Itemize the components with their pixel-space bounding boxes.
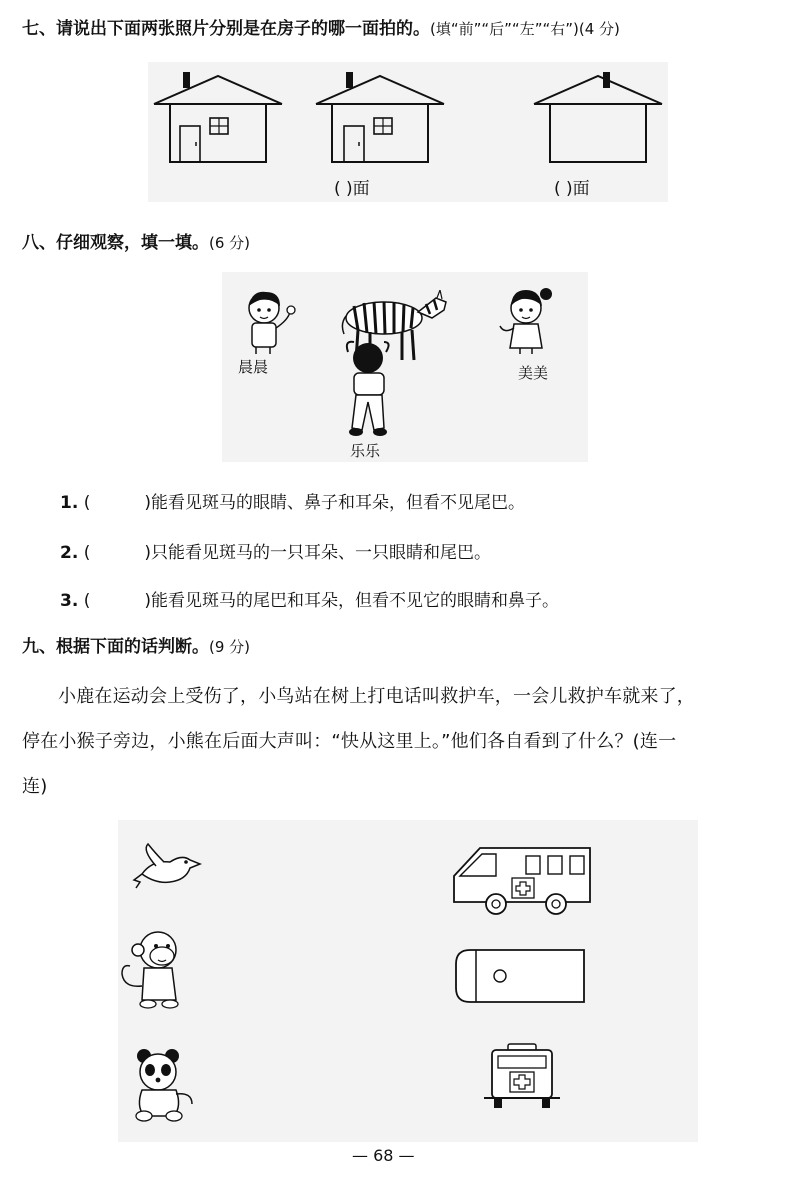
section9-title xyxy=(22,632,250,657)
question-1-text: 能看见斑马的眼睛、鼻子和耳朵，但看不见尾巴。 xyxy=(151,493,526,513)
house-front-icon xyxy=(150,66,286,176)
story-line-3: 连) xyxy=(22,776,48,797)
meimei-label: 美美 xyxy=(518,364,549,382)
question-3-blank[interactable]: ( ) xyxy=(83,591,152,611)
section7-note: (填“前”“后”“左”“右”)(4 分) xyxy=(430,20,620,38)
chenchen-boy-icon xyxy=(236,286,300,356)
ambulance-top-icon[interactable] xyxy=(452,946,588,1006)
question-1 xyxy=(60,488,525,513)
matching-figure xyxy=(118,820,698,1142)
question-3-number: 3. xyxy=(60,591,79,611)
ambulance-side-icon[interactable] xyxy=(450,840,600,920)
question-3 xyxy=(60,586,559,611)
section8-note: (6 分) xyxy=(209,234,251,252)
chenchen-label: 晨晨 xyxy=(238,358,269,376)
lele-boy-icon xyxy=(340,340,404,440)
monkey-icon[interactable] xyxy=(114,926,194,1010)
question-2-number: 2. xyxy=(60,543,79,563)
bird-icon[interactable] xyxy=(132,840,204,892)
question-2-text: 只能看见斑马的一只耳朵、一只眼睛和尾巴。 xyxy=(151,543,492,563)
meimei-girl-icon xyxy=(496,284,570,356)
question-1-blank[interactable]: ( ) xyxy=(83,493,152,513)
ambulance-back-icon[interactable] xyxy=(482,1040,562,1114)
story-line-1: 小鹿在运动会上受伤了，小鸟站在树上打电话叫救护车，一会儿救护车就来了， xyxy=(58,686,695,707)
section9-title-text: 九、根据下面的话判断。 xyxy=(22,637,209,657)
section8-title-text: 八、仔细观察，填一填。 xyxy=(22,233,209,253)
section7-title xyxy=(22,14,620,39)
bear-icon[interactable] xyxy=(130,1046,200,1122)
question-1-number: 1. xyxy=(60,493,79,513)
section8-title xyxy=(22,228,250,253)
answer-blank-1[interactable]: ( )面 xyxy=(334,179,370,199)
answer-blank-2[interactable]: ( )面 xyxy=(554,179,590,199)
section9-note: (9 分) xyxy=(209,638,251,656)
house-side-icon xyxy=(312,66,448,176)
question-2-blank[interactable]: ( ) xyxy=(83,543,152,563)
house-back-icon xyxy=(530,66,666,176)
page-number: — 68 — xyxy=(352,1146,415,1165)
story-line-2: 停在小猴子旁边，小熊在后面大声叫：“快从这里上。”他们各自看到了什么？(连一 xyxy=(22,731,677,752)
lele-label: 乐乐 xyxy=(350,442,381,460)
question-2 xyxy=(60,538,491,563)
question-3-text: 能看见斑马的尾巴和耳朵，但看不见它的眼睛和鼻子。 xyxy=(151,591,560,611)
section7-title-text: 七、请说出下面两张照片分别是在房子的哪一面拍的。 xyxy=(22,19,430,39)
